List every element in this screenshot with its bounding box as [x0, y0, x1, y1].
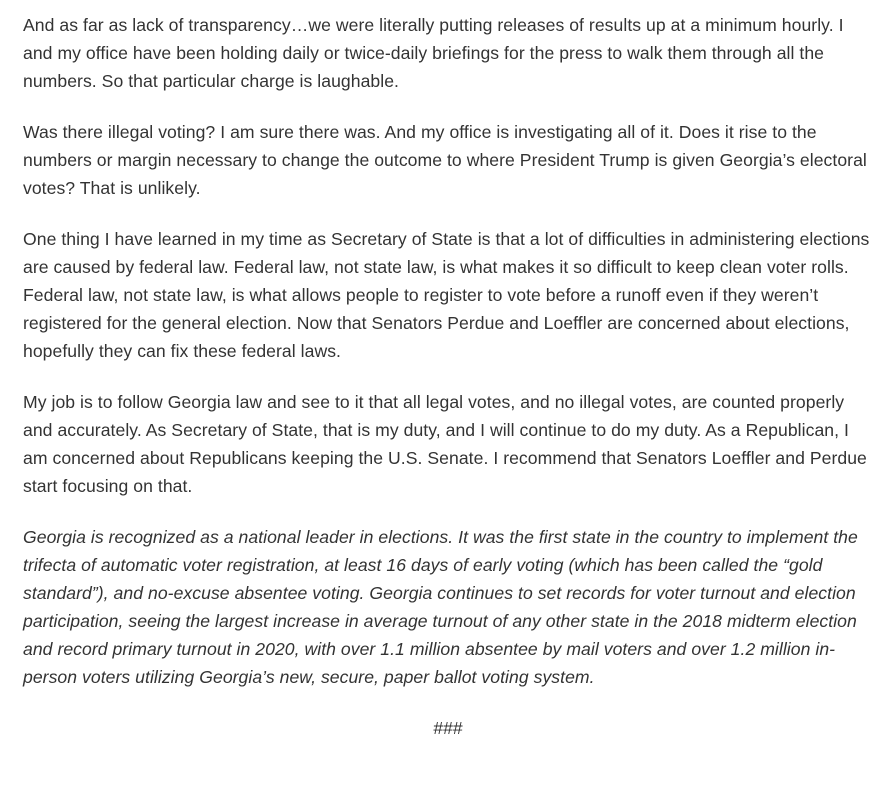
- paragraph-transparency: And as far as lack of transparency…we were literally putting releases of results up at a minimum hourly. I and my office have been holding daily or twice-daily briefings for the press to walk them through all the numbers. So that particular charge is laughable.: [23, 15, 844, 91]
- paragraph-federal-law: One thing I have learned in my time as Secretary of State is that a lot of difficulties in administering elections are caused by federal law. Federal law, not state law, is what makes it so difficult to keep clean voter rolls. Federal law, not state law, is what allows people to register to vote before a runoff even if they weren’t registered for the general election. Now that Senators Perdue and Loeffler are concerned about elections, hopefully they can fix these federal laws.: [23, 229, 870, 361]
- end-mark: ###: [433, 718, 463, 738]
- paragraph-about-georgia: Georgia is recognized as a national leader in elections. It was the first state in the country to implement the trifecta of automatic voter registration, at least 16 days of early voting (which has been called the “gold standard”), and no-excuse absentee voting. Georgia continues to set records for voter turnout and election participation, seeing the largest increase in average turnout of any other state in the 2018 midterm election and record primary turnout in 2020, with over 1.1 million absentee by mail voters and over 1.2 million in-person voters utilizing Georgia’s new, secure, paper ballot voting system.: [23, 527, 858, 687]
- paragraph-illegal-voting: Was there illegal voting? I am sure there was. And my office is investigating all of it. Does it rise to the numbers or margin necessary to change the outcome to where President Trump is given Georgia’s electoral votes? That is unlikely.: [23, 122, 867, 198]
- paragraph-my-job: My job is to follow Georgia law and see to it that all legal votes, and no illegal votes, are counted properly and accurately. As Secretary of State, that is my duty, and I will continue to do my duty. As a Republican, I am concerned about Republicans keeping the U.S. Senate. I recommend that Senators Loeffler and Perdue start focusing on that.: [23, 392, 867, 496]
